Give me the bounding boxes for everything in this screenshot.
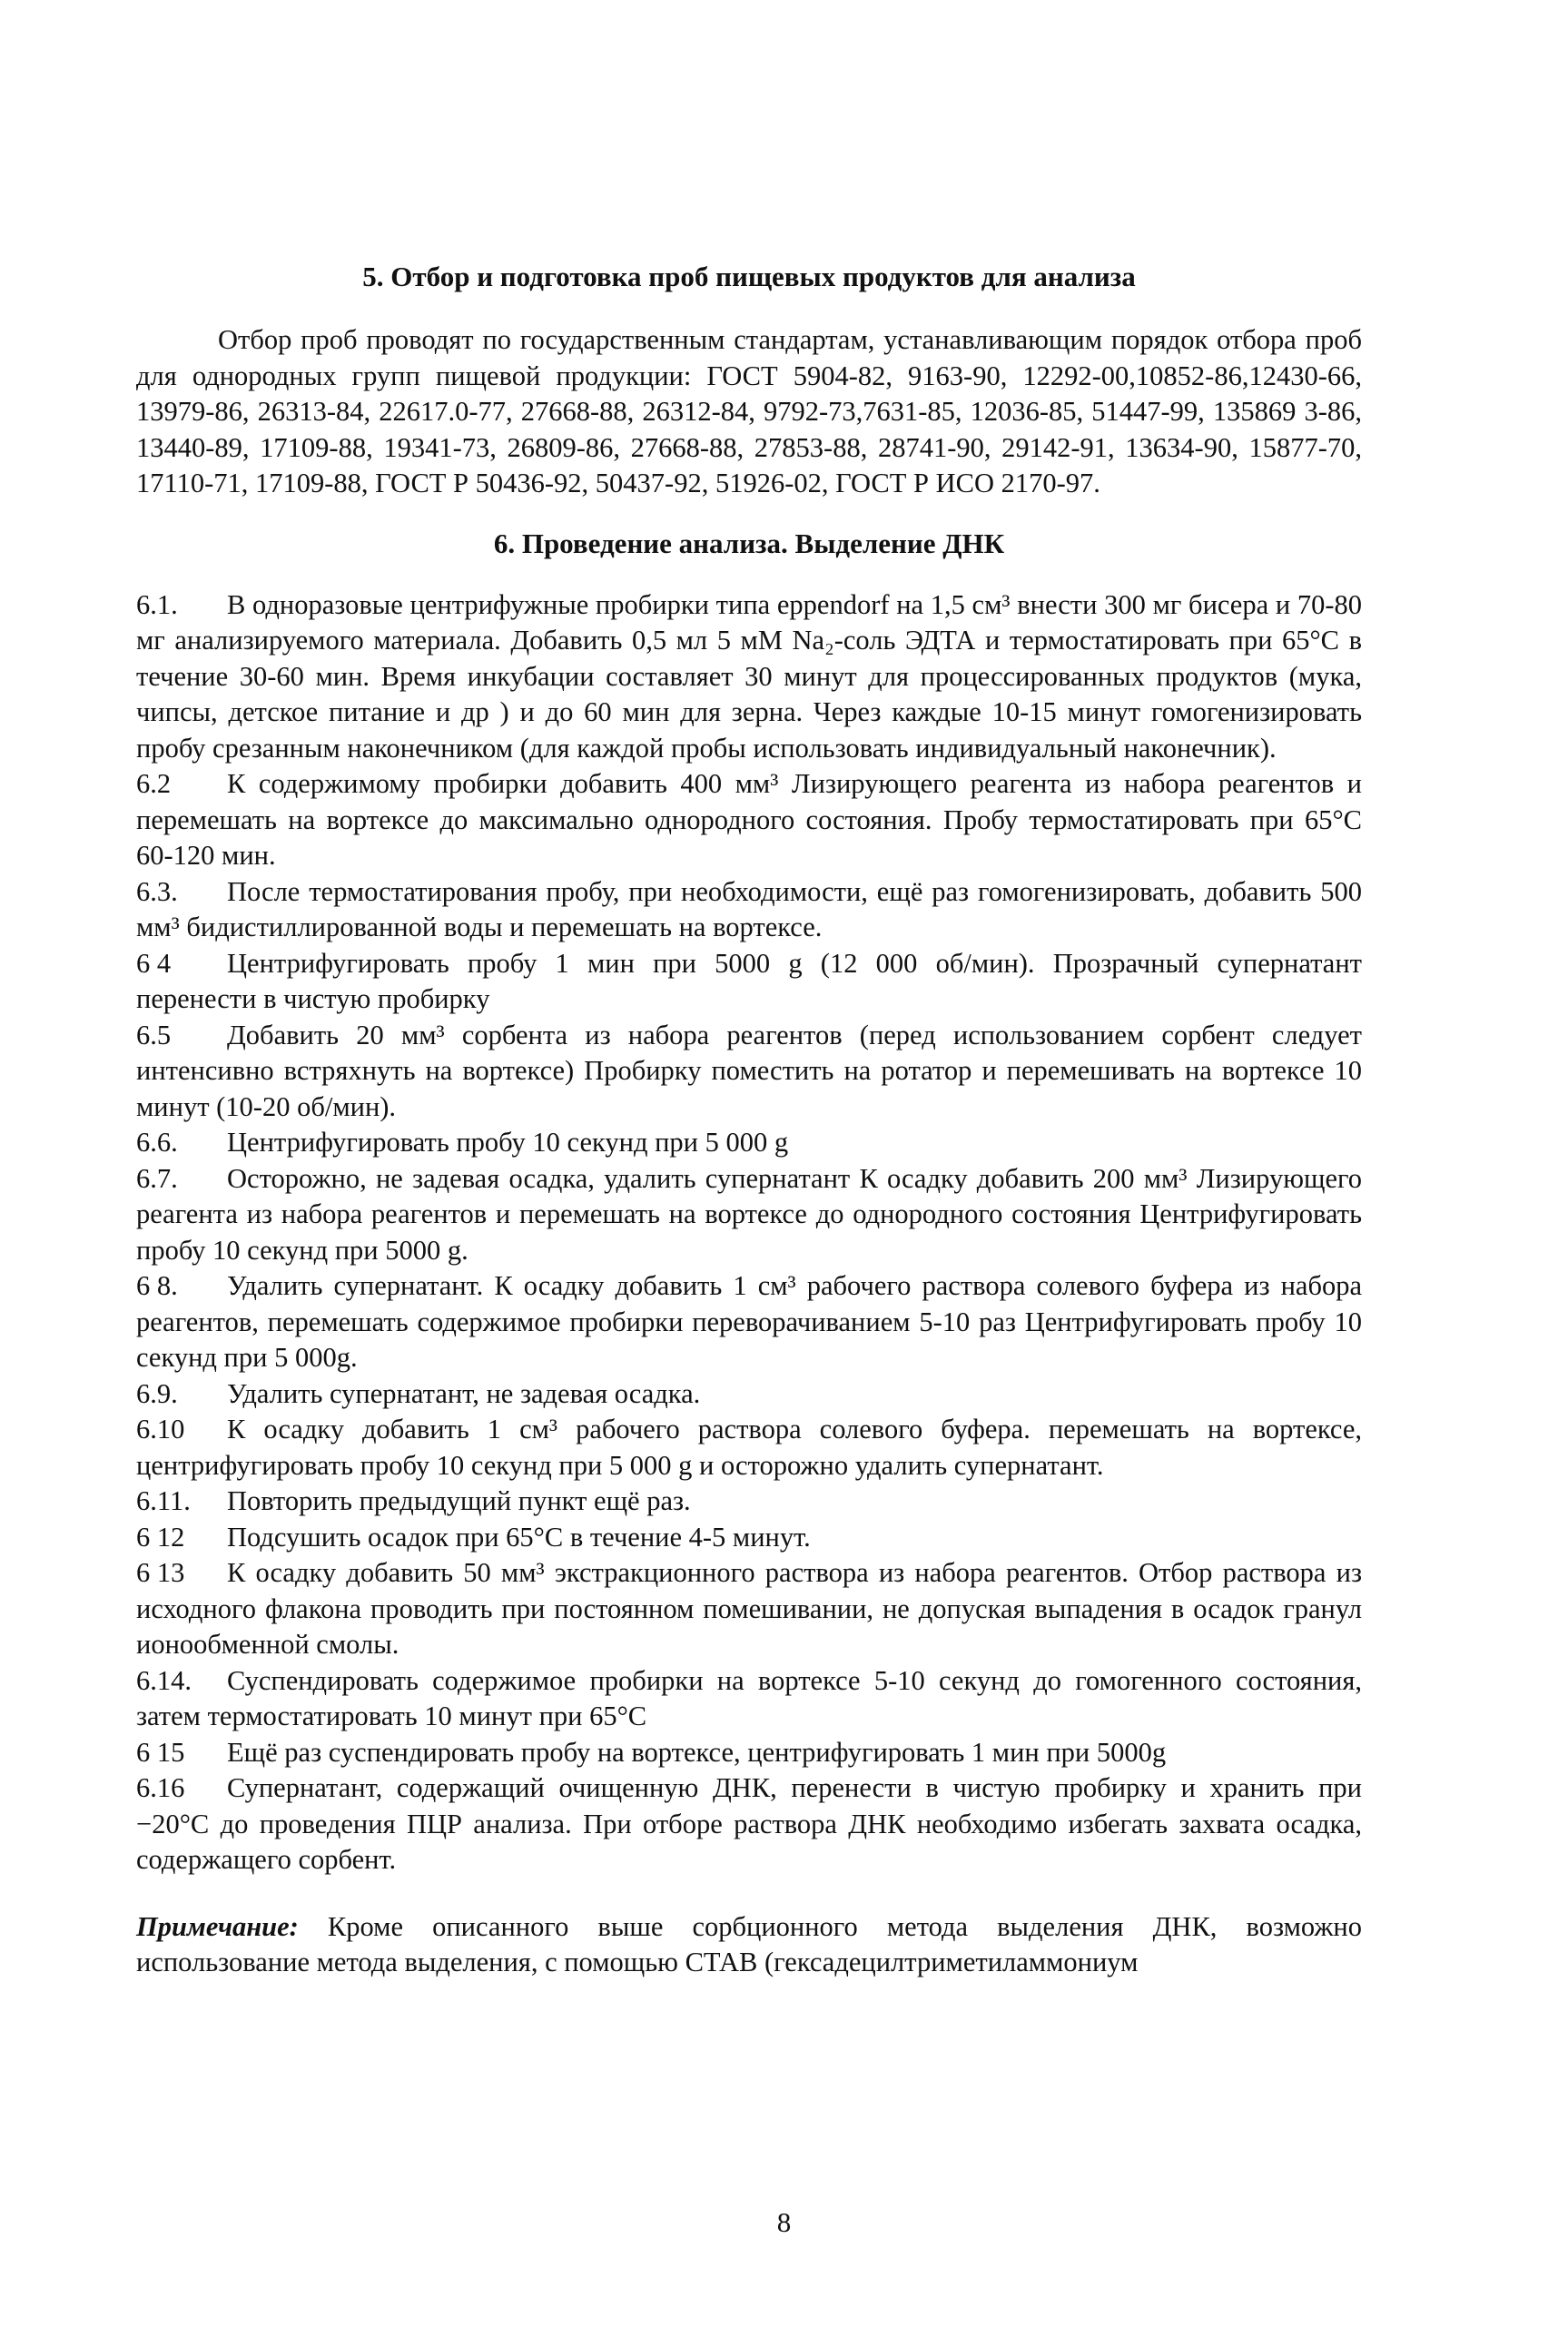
step-number: 6.9.: [136, 1377, 178, 1409]
step-6-8: [136, 1268, 1362, 1376]
step-text: Ещё раз суспендировать пробу на вортексе, центрифугировать 1 мин при 5000g: [227, 1736, 1167, 1768]
section-5-text: Отбор проб проводят по государственным стандартам, устанавливающим порядок отбора проб для однородных групп пищевой продукции: ГОСТ 5904-82, 9163-90, 12292-00,10852-86,12430-66, 13979-86, 26313-84, 22617.0-77, 27668-88, 26312-84, 9792-73,7631-85, 12036-85, 51447-99, 135869 3-86, 13440-89, 17109-88, 19341-73, 26809-86, 27668-88, 27853-88, 28741-90, 29142-91, 13634-90, 15877-70, 17110-71, 17109-88, ГОСТ Р 50436-92, 50437-92, 51926-02, ГОСТ Р ИСО 2170-97.: [136, 324, 1362, 498]
section-5-heading: 5. Отбор и подготовка проб пищевых продуктов для анализа: [362, 261, 1136, 292]
step-number: 6 13: [136, 1557, 185, 1588]
step-text: Осторожно, не задевая осадка, удалить супернатант К осадку добавить 200 мм³ Лизирующего реагента из набора реагентов и перемешать на вортексе до однородного состояния Центрифугировать пробу 10 секунд при 5000 g.: [136, 1162, 1362, 1266]
step-text: Подсушить осадок при 65°С в течение 4-5 минут.: [227, 1521, 811, 1553]
step-6-13: [136, 1555, 1362, 1663]
step-number: 6.2: [136, 768, 172, 799]
step-6-7: [136, 1161, 1362, 1269]
note-paragraph: [136, 1909, 1362, 1981]
step-number: 6.7.: [136, 1162, 178, 1194]
procedure-steps: [136, 587, 1362, 1878]
step-number: 6.6.: [136, 1127, 178, 1158]
page-number: 8: [776, 2206, 792, 2238]
step-number: 6 4: [136, 947, 172, 979]
note-label: Примечание:: [136, 1910, 299, 1942]
step-number: 6.1.: [136, 588, 178, 620]
step-6-6: [136, 1125, 1362, 1161]
step-text: Центрифугировать пробу 10 секунд при 5 000 g: [227, 1127, 789, 1158]
step-text: К содержимому пробирки добавить 400 мм³ Лизирующего реагента из набора реагентов и перемешать на вортексе до максимально однородного состояния. Пробу термостатировать при 65°С 60-120 мин.: [136, 768, 1362, 871]
step-6-10: [136, 1412, 1362, 1484]
step-text: Супернатант, содержащий очищенную ДНК, перенести в чистую пробирку и хранить при −20°С до проведения ПЦР анализа. При отборе раствора ДНК необходимо избегать захвата осадка, содержащего сорбент.: [136, 1772, 1362, 1875]
step-text: Повторить предыдущий пункт ещё раз.: [227, 1485, 691, 1516]
step-text: После термостатирования пробу, при необходимости, ещё раз гомогенизировать, добавить 500 мм³ бидистиллированной воды и перемешать на вортексе.: [136, 875, 1362, 942]
step-6-11: [136, 1484, 1362, 1520]
step-6-3: [136, 874, 1362, 946]
step-text: Добавить 20 мм³ сорбента из набора реагентов (перед использованием сорбент следует интенсивно встряхнуть на вортексе) Пробирку поместить на ротатор и перемешивать на вортексе 10 минут (10-20 об/мин).: [136, 1019, 1362, 1122]
step-text: К осадку добавить 50 мм³ экстракционного раствора из набора реагентов. Отбор раствора из исходного флакона проводить при постоянном помешивании, не допуская выпадения в осадок гранул ионообменной смолы.: [136, 1557, 1362, 1660]
section-6-heading: 6. Проведение анализа. Выделение ДНК: [493, 527, 1005, 559]
step-text: Суспендировать содержимое пробирки на вортексе 5-10 секунд до гомогенного состояния, затем термостатировать 10 минут при 65°С: [136, 1664, 1362, 1731]
step-6-2: [136, 766, 1362, 874]
step-6-4: [136, 946, 1362, 1018]
step-number: 6.16: [136, 1772, 185, 1803]
step-number: 6 12: [136, 1521, 185, 1553]
step-number: 6.5: [136, 1019, 172, 1050]
step-text: В одноразовые центрифужные пробирки типа eppendorf на 1,5 см³ внести 300 мг бисера и 70-80 мг анализируемого материала. Добавить 0,5 мл 5 мМ Na₂-соль ЭДТА и термостатировать при 65°С в течение 30-60 мин. Время инкубации составляет 30 минут для процессированных продуктов (мука, чипсы, детское питание и др ) и до 60 мин для зерна. Через каждые 10-15 минут гомогенизировать пробу срезанным наконечником (для каждой пробы использовать индивидуальный наконечник).: [136, 588, 1362, 764]
step-number: 6.14.: [136, 1664, 192, 1696]
step-number: 6 15: [136, 1736, 185, 1768]
step-number: 6.10: [136, 1414, 185, 1445]
step-6-9: [136, 1376, 1362, 1413]
step-text: Центрифугировать пробу 1 мин при 5000 g (12 000 об/мин). Прозрачный супернатант перенести в чистую пробирку: [136, 947, 1362, 1014]
step-6-14: [136, 1663, 1362, 1735]
note-text: Кроме описанного выше сорбционного метода выделения ДНК, возможно использование метода выделения, с помощью СТАВ (гексадецилтриметиламмониум: [136, 1910, 1363, 1977]
step-6-1: [136, 587, 1362, 767]
step-6-15: [136, 1735, 1362, 1771]
step-number: 6 8.: [136, 1270, 178, 1301]
step-6-12: [136, 1520, 1362, 1556]
step-number: 6.3.: [136, 875, 178, 907]
step-text: К осадку добавить 1 см³ рабочего раствора солевого буфера. перемешать на вортексе, центрифугировать пробу 10 секунд при 5 000 g и осторожно удалить супернатант.: [136, 1414, 1362, 1481]
step-6-5: [136, 1018, 1362, 1126]
page-content: [136, 259, 1362, 1981]
step-text: Удалить супернатант. К осадку добавить 1 см³ рабочего раствора солевого буфера из набора реагентов, перемешать содержимое пробирки переворачиванием 5-10 раз Центрифугировать пробу 10 секунд при 5 000g.: [136, 1270, 1362, 1373]
step-text: Удалить супернатант, не задевая осадка.: [227, 1377, 701, 1409]
step-6-16: [136, 1770, 1362, 1878]
step-number: 6.11.: [136, 1485, 191, 1516]
